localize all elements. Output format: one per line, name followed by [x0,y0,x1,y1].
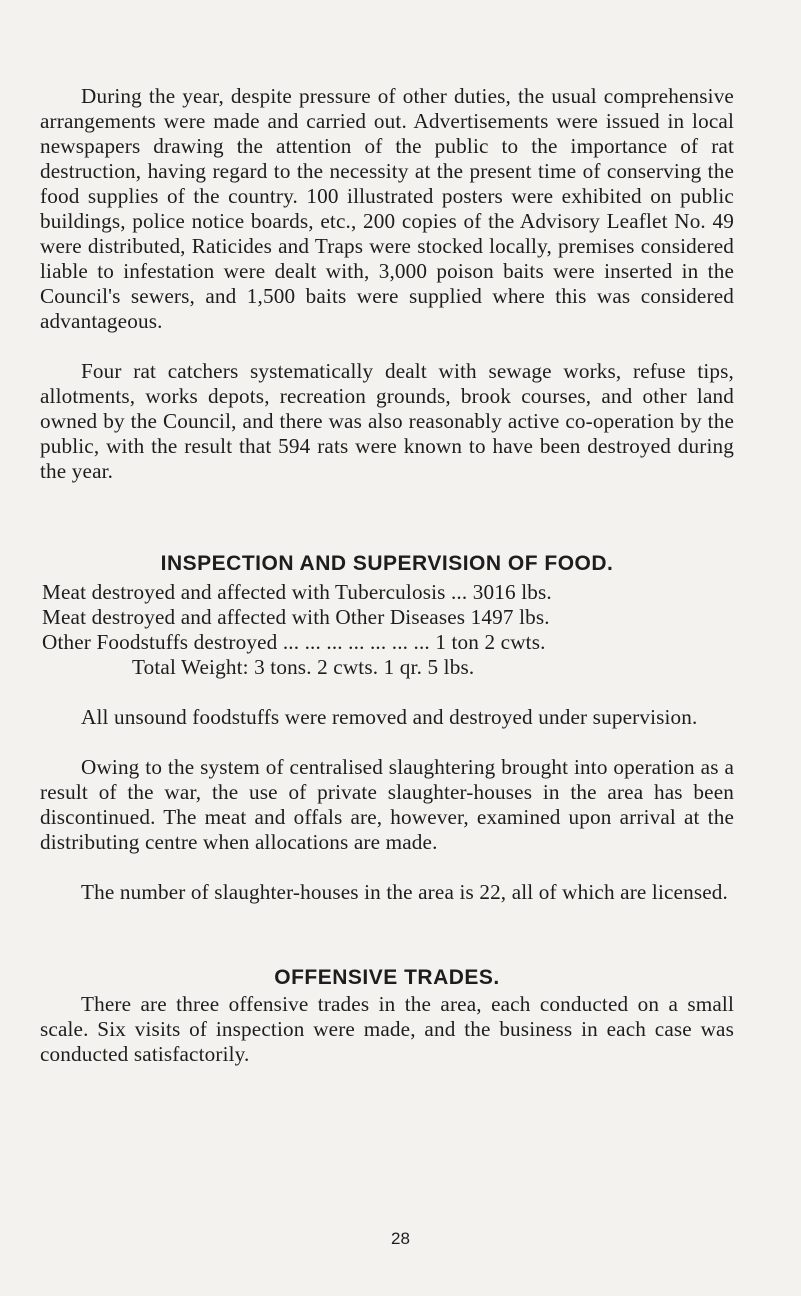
rat-destruction-paragraph: During the year, despite pressure of other duties, the usual comprehensive arrangements were made and carried out. Advertisements were issued in local newspapers drawing the attention of the public to the importance of rat destruction, having regard to the necessity at the present time of conserving the food supplies of the country. 100 illustrated posters were exhibited on public buildings, police notice boards, etc., 200 copies of the Advisory Leaflet No. 49 were distributed, Raticides and Traps were stocked locally, premises considered liable to infestation were dealt with, 3,000 poison baits were inserted in the Council's sewers, and 1,500 baits were supplied where this was considered advantageous. [40,84,734,333]
food-line-other-foodstuffs: Other Foodstuffs destroyed ... ... ... ... ... ... ... 1 ton 2 cwts. [42,630,546,654]
food-inspection-heading: INSPECTION AND SUPERVISION OF FOOD. [160,552,614,575]
slaughter-houses-paragraph: The number of slaughter-houses in the area is 22, all of which are licensed. [81,880,728,904]
food-line-other-diseases: Meat destroyed and affected with Other Diseases 1497 lbs. [42,605,550,629]
rat-catchers-paragraph: Four rat catchers systematically dealt with sewage works, refuse tips, allotments, works depots, recreation grounds, brook courses, and other land owned by the Council, and there was also reasonably active co-operation by the public, with the result that 594 rats were known to have been destroyed during the year. [40,359,734,483]
total-weight: Total Weight: 3 tons. 2 cwts. 1 qr. 5 lbs. [132,655,475,679]
food-destroyed-list [40,580,734,655]
food-line-tuberculosis: Meat destroyed and affected with Tuberculosis ... 3016 lbs. [42,580,552,604]
document-page [40,84,734,1067]
page-number: 28 [391,1229,410,1248]
unsound-foodstuffs-paragraph: All unsound foodstuffs were removed and destroyed under supervision. [81,705,698,729]
offensive-trades-heading: OFFENSIVE TRADES. [274,966,500,989]
offensive-trades-paragraph: There are three offensive trades in the area, each conducted on a small scale. Six visits of inspection were made, and the business in each case was conducted satisfactorily. [40,992,734,1066]
centralised-slaughtering-paragraph: Owing to the system of centralised slaughtering brought into operation as a result of the war, the use of private slaughter-houses in the area has been discontinued. The meat and offals are, however, examined upon arrival at the distributing centre when allocations are made. [40,755,734,854]
